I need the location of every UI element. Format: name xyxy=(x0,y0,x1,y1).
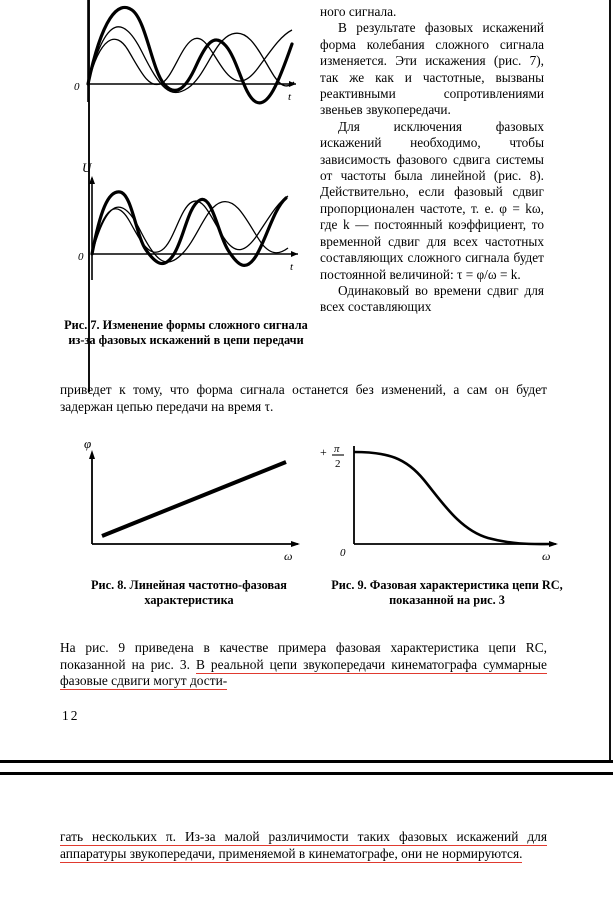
annotated-text-2: гать нескольких π. Из-за малой различимости таких фазовых искажений для аппаратуры звукопередачи, применяемой в кинематографе, они не нормируются. xyxy=(60,829,547,861)
fig9-origin-label: 0 xyxy=(340,547,346,559)
paragraph-1: В результате фазовых искажений форма колебания сложного сигнала изменяется. Эти искажения (рис. 7), так же как и частотные, вызваны реактивными сопротивлениями звеньев звукопередачи. xyxy=(320,20,544,118)
fig9-plus-sign: + xyxy=(320,445,327,459)
figure-7-bottom-graph xyxy=(60,150,310,300)
figure-9-graph xyxy=(318,432,568,567)
fig9-x-label: ω xyxy=(542,549,551,563)
scanned-page-2 xyxy=(0,772,613,898)
paragraph-3: Одинаковый во времени сдвиг для всех составляющих xyxy=(320,282,544,315)
fig7a-origin-label: 0 xyxy=(74,81,80,93)
page-edge-rule xyxy=(609,0,611,760)
fig8-y-label: φ xyxy=(84,436,92,451)
figure-7-top-graph xyxy=(60,0,310,117)
fig7b-x-label: t xyxy=(290,261,294,273)
figure-7-caption: Рис. 7. Изменение формы сложного сигнала из-за фазовых искажений в цепи передачи xyxy=(64,318,308,347)
page2-paragraph xyxy=(60,829,547,862)
fig7b-origin-label: 0 xyxy=(78,251,84,263)
fig7b-y-label: U xyxy=(82,160,92,175)
paragraph-0: ного сигнала. xyxy=(320,4,397,19)
paragraph-bottom-plain: На рис. 9 приведена в качестве примера фазовая характеристика цепи RC, показанной на рис. 3. xyxy=(60,640,547,672)
paragraph-bottom xyxy=(60,640,547,690)
annotated-text-1: В реальной цепи звукопередачи кинематографа суммарные фазовые сдвиги могут дости- xyxy=(60,656,548,689)
fig7a-x-label: t xyxy=(288,91,292,103)
page-number: 12 xyxy=(62,708,80,723)
paragraph-wide: приведет к тому, что форма сигнала останется без изменений, а сам он будет задержан цепью передачи на время τ. xyxy=(60,382,547,414)
fig8-x-label: ω xyxy=(284,549,293,563)
paragraph-2: Для исключения фазовых искажений необходимо, чтобы зависимость фазового сдвига системы от частоты была линейной (рис. 8). Действительно, если фазовый сдвиг пропорционален частоте, т. е. φ = kω, где k — постоянный коэффициент, то временной сдвиг для всех частотных составляющих сложного сигнала будет постоянной величиной: τ = φ/ω = k. xyxy=(320,118,544,282)
fig9-y-denominator: 2 xyxy=(335,458,341,470)
figure-9-caption: Рис. 9. Фазовая характеристика цепи RC, показанной на рис. 3 xyxy=(331,578,563,607)
body-text-column-right xyxy=(320,4,544,316)
figure-8-graph xyxy=(60,432,310,567)
fig9-y-numerator: π xyxy=(334,443,340,455)
figure-8-caption: Рис. 8. Линейная частотно-фазовая характеристика xyxy=(91,578,287,607)
